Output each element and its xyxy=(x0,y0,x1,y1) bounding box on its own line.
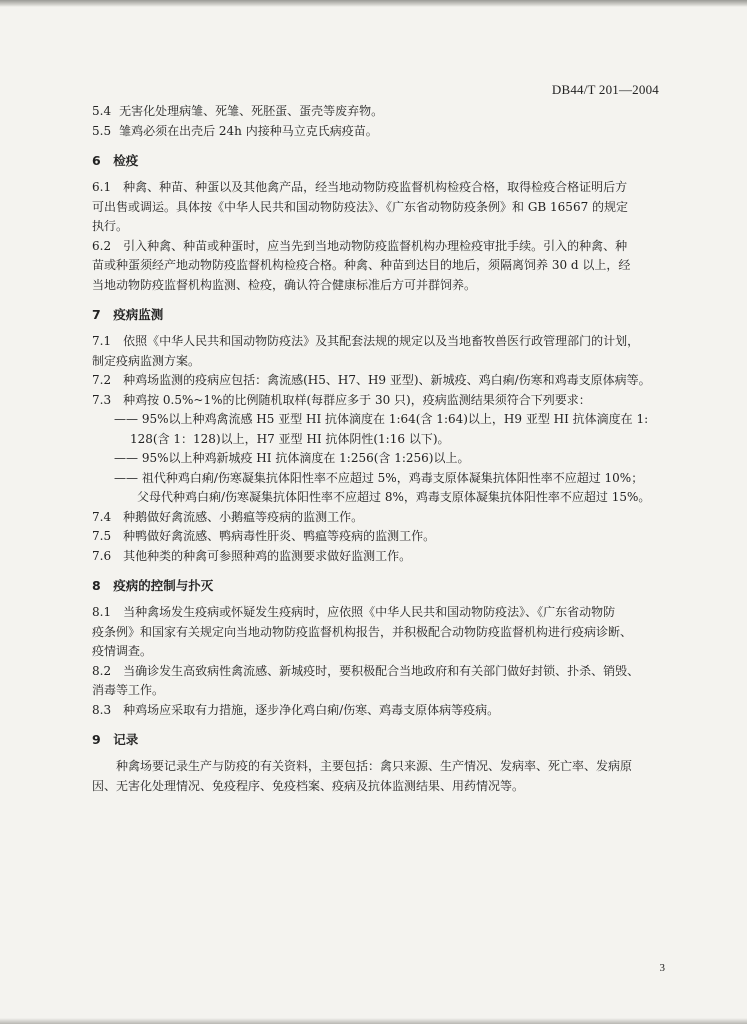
records-paragraph-line-2: 因、无害化处理情况、免疫程序、免疫档案、疫病及抗体监测结果、用药情况等。 xyxy=(92,778,525,793)
clause-7-4: 7.4 种鹅做好禽流感、小鹅瘟等疫病的监测工作。 xyxy=(92,509,364,524)
section-6-heading: 6 检疫 xyxy=(92,153,139,168)
page-number: 3 xyxy=(659,962,665,974)
clause-7-5: 7.5 种鸭做好禽流感、鸭病毒性肝炎、鸭瘟等疫病的监测工作。 xyxy=(92,529,436,543)
scan-edge-top xyxy=(0,0,747,7)
clause-7-1-line-1: 7.1 依照《中华人民共和国动物防疫法》及其配套法规的规定以及当地畜牧兽医行政管理部门的计划， xyxy=(92,334,640,348)
clause-7-6: 7.6 其他种类的种禽可参照种鸡的监测要求做好监测工作。 xyxy=(92,548,412,563)
clause-8-1-line-2: 疫条例》和国家有关规定向当地动物防疫监督机构报告，并积极配合动物防疫监督机构进行疫病诊断、 xyxy=(92,624,633,639)
clause-7-1-line-2: 制定疫病监测方案。 xyxy=(92,353,201,368)
clause-6-1-line-2: 可出售或调运。具体按《中华人民共和国动物防疫法》、《广东省动物防疫条例》和 GB 16567 的规定 xyxy=(92,199,629,214)
clause-6-1-line-3: 执行。 xyxy=(92,219,129,233)
section-9-heading: 9 记录 xyxy=(92,732,139,747)
clause-8-1-line-3: 疫情调查。 xyxy=(92,644,153,658)
document-code: DB44/T 201—2004 xyxy=(551,82,659,97)
clause-8-2-line-2: 消毒等工作。 xyxy=(92,683,165,697)
clause-6-2-line-2: 苗或种蛋须经产地动物防疫监督机构检疫合格。种禽、种苗到达目的地后，须隔离饲养 30 d 以上，经 xyxy=(92,258,631,272)
dash-item-newcastle: —— 95%以上种鸡新城疫 HI 抗体滴度在 1:256(含 1:256)以上。 xyxy=(114,451,470,465)
clause-8-1-line-1: 8.1 当种禽场发生疫病或怀疑发生疫病时，应依照《中华人民共和国动物防疫法》、《广东省动物防 xyxy=(92,605,616,619)
clause-text: 无害化处理病雏、死雏、死胚蛋、蛋壳等废弃物。 xyxy=(119,104,384,118)
clause-number: 5.4 xyxy=(92,104,112,118)
clause-text: 雏鸡必须在出壳后 24h 内接种马立克氏病疫苗。 xyxy=(119,123,378,138)
clause-6-2-line-1: 6.2 引入种禽、种苗或种蛋时，应当先到当地动物防疫监督机构办理检疫审批手续。引入的种禽、种 xyxy=(92,238,628,253)
clause-6-1-line-1: 6.1 种禽、种苗、种蛋以及其他禽产品，经当地动物防疫监督机构检疫合格，取得检疫合格证明后方 xyxy=(92,180,628,194)
clause-5-5 xyxy=(92,122,677,142)
scan-edge-bottom xyxy=(0,1018,747,1024)
page-body xyxy=(92,102,677,796)
section-8-heading: 8 疫病的控制与扑灭 xyxy=(92,578,214,593)
clause-8-3: 8.3 种鸡场应采取有力措施，逐步净化鸡白痢/伤寒、鸡毒支原体病等疫病。 xyxy=(92,702,500,717)
dash-item-pullorum-line-1: —— 祖代种鸡白痢/伤寒凝集抗体阳性率不应超过 5%，鸡毒支原体凝集抗体阳性率不应超过 10%； xyxy=(114,470,644,485)
clause-number: 5.5 xyxy=(92,123,112,138)
clause-7-3: 7.3 种鸡按 0.5%~1%的比例随机取样(每群应多于 30 只)，疫病监测结果须符合下列要求： xyxy=(92,392,591,407)
clause-6-2-line-3: 当地动物防疫监督机构监测、检疫，确认符合健康标准后方可并群饲养。 xyxy=(92,277,477,292)
section-7-heading: 7 疫病监测 xyxy=(92,307,164,322)
clause-7-2: 7.2 种鸡场监测的疫病应包括：禽流感(H5、H7、H9 亚型)、新城疫、鸡白痢/伤寒和鸡毒支原体病等。 xyxy=(92,373,651,387)
records-paragraph-line-1: 种禽场要记录生产与防疫的有关资料，主要包括：禽只来源、生产情况、发病率、死亡率、发病原 xyxy=(116,759,633,773)
section-5-tail xyxy=(92,102,677,141)
dash-item-h5-line-1: —— 95%以上种鸡禽流感 H5 亚型 HI 抗体滴度在 1:64(含 1:64)以上，H9 亚型 HI 抗体滴度在 1: xyxy=(114,412,649,426)
dash-item-pullorum-line-2: 父母代种鸡白痢/伤寒凝集抗体阳性率不应超过 8%，鸡毒支原体凝集抗体阳性率不应超过 15%。 xyxy=(137,490,651,504)
clause-8-2-line-1: 8.2 当确诊发生高致病性禽流感、新城疫时，要积极配合当地政府和有关部门做好封锁、扑杀、销毁、 xyxy=(92,663,640,678)
dash-item-h5-line-2: 128(含 1：128)以上，H7 亚型 HI 抗体阴性(1:16 以下)。 xyxy=(130,431,450,446)
clause-5-4 xyxy=(92,102,677,122)
